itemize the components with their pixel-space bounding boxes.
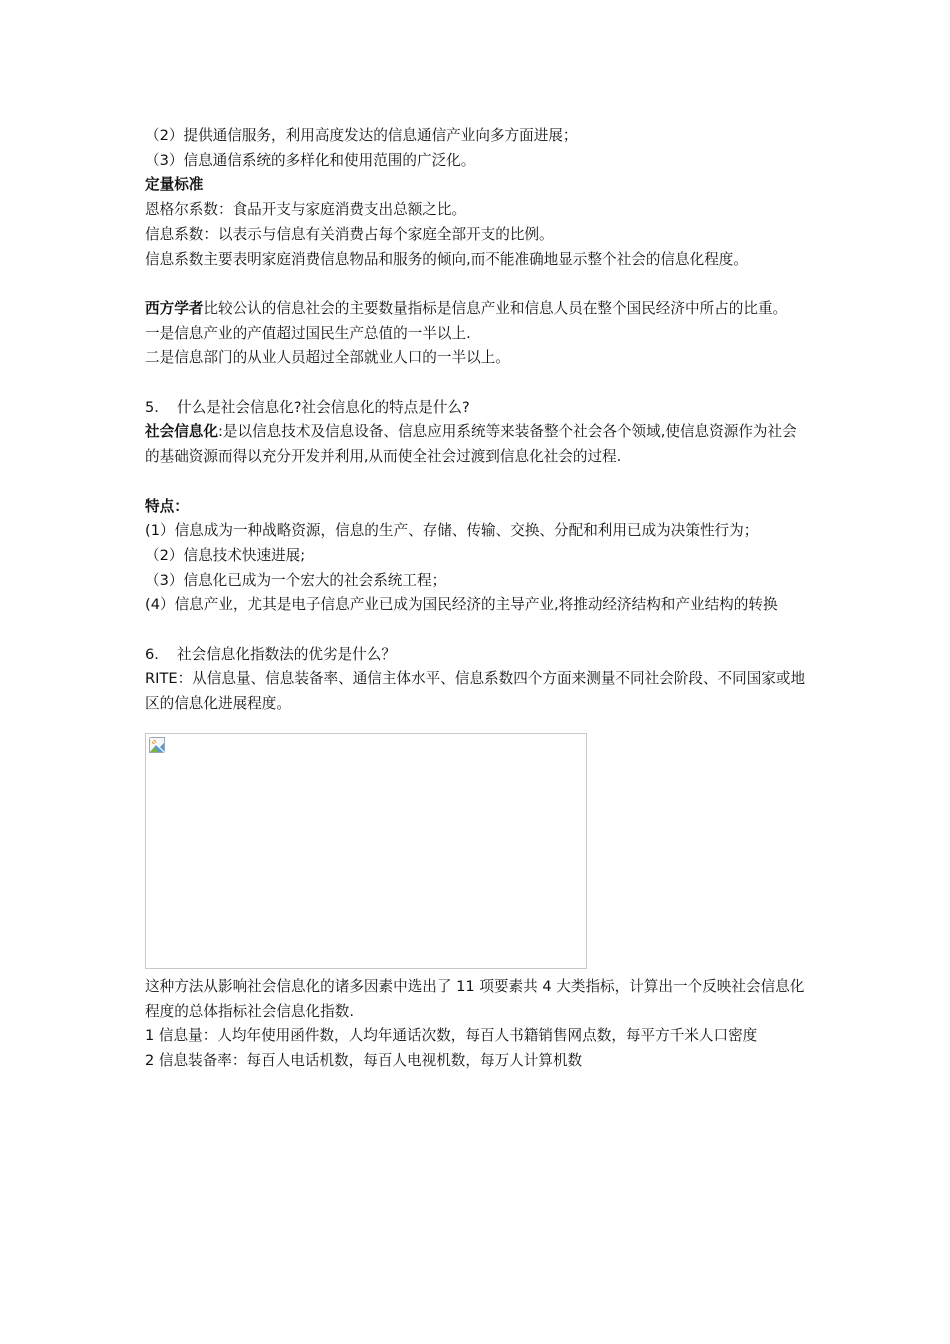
- section-heading-features: 特点：: [145, 497, 189, 515]
- blank-line: [145, 371, 810, 396]
- question-6: [145, 643, 810, 668]
- paragraph-rite: RITE：从信息量、信息装备率、通信主体水平、信息系数四个方面来测量不同社会阶段、不同国家或地区的信息化进展程度。: [145, 670, 806, 713]
- paragraph-line: 恩格尔系数：食品开支与家庭消费支出总额之比。: [145, 201, 467, 219]
- bold-term: 社会信息化: [145, 423, 218, 441]
- paragraph-method: 这种方法从影响社会信息化的诸多因素中选出了 11 项要素共 4 大类指标，计算出一个反映社会信息化程度的总体指标社会信息化指数.: [145, 977, 805, 1020]
- paragraph: 信息系数主要表明家庭消费信息物品和服务的倾向,而不能准确地显示整个社会的信息化程度。: [145, 250, 748, 268]
- indicator-item: 1 信息量：人均年使用函件数，人均年通话次数，每百人书籍销售网点数，每平方千米人口密度: [145, 1027, 758, 1045]
- question-number: 5.: [145, 398, 159, 416]
- feature-item: （2）信息技术快速进展;: [145, 546, 306, 564]
- paragraph-text: 比较公认的信息社会的主要数量指标是信息产业和信息人员在整个国民经济中所占的比重。: [203, 299, 788, 317]
- question-text: 社会信息化指数法的优劣是什么？: [177, 645, 396, 663]
- broken-image-icon: [149, 737, 165, 753]
- paragraph-western: [145, 297, 810, 322]
- indicator-item: 2 信息装备率：每百人电话机数，每百人电视机数，每万人计算机数: [145, 1051, 583, 1069]
- paragraph-text: :是以信息技术及信息设备、信息应用系统等来装备整个社会各个领域,使信息资源作为社会的基础资源而得以充分开发并利用,从而使全社会过渡到信息化社会的过程.: [145, 423, 797, 466]
- section-heading-quantitative: 定量标准: [145, 176, 204, 194]
- paragraph-line: 信息系数：以表示与信息有关消费占每个家庭全部开支的比例。: [145, 225, 554, 243]
- question-5: [145, 396, 810, 421]
- blank-line: [145, 618, 810, 643]
- paragraph-line: （3）信息通信系统的多样化和使用范围的广泛化。: [145, 151, 476, 169]
- image-placeholder: [145, 733, 587, 969]
- bold-term: 西方学者: [145, 299, 204, 317]
- blank-line: [145, 272, 810, 297]
- feature-item: (4）信息产业，尤其是电子信息产业已成为国民经济的主导产业,将推动经济结构和产业结构的转换: [145, 596, 778, 614]
- feature-item: (1）信息成为一种战略资源，信息的生产、存储、传输、交换、分配和利用已成为决策性行为；: [145, 522, 759, 540]
- feature-item: （3）信息化已成为一个宏大的社会系统工程；: [145, 571, 447, 589]
- definition-paragraph: [145, 420, 810, 469]
- paragraph-line: 一是信息产业的产值超过国民生产总值的一半以上.: [145, 324, 471, 342]
- blank-line: [145, 470, 810, 495]
- document-page: [145, 124, 810, 1074]
- paragraph-line: 二是信息部门的从业人员超过全部就业人口的一半以上。: [145, 349, 510, 367]
- paragraph-line: （2）提供通信服务，利用高度发达的信息通信产业向多方面进展；: [145, 127, 578, 144]
- question-text: 什么是社会信息化?社会信息化的特点是什么?: [177, 398, 470, 416]
- question-number: 6.: [145, 645, 159, 663]
